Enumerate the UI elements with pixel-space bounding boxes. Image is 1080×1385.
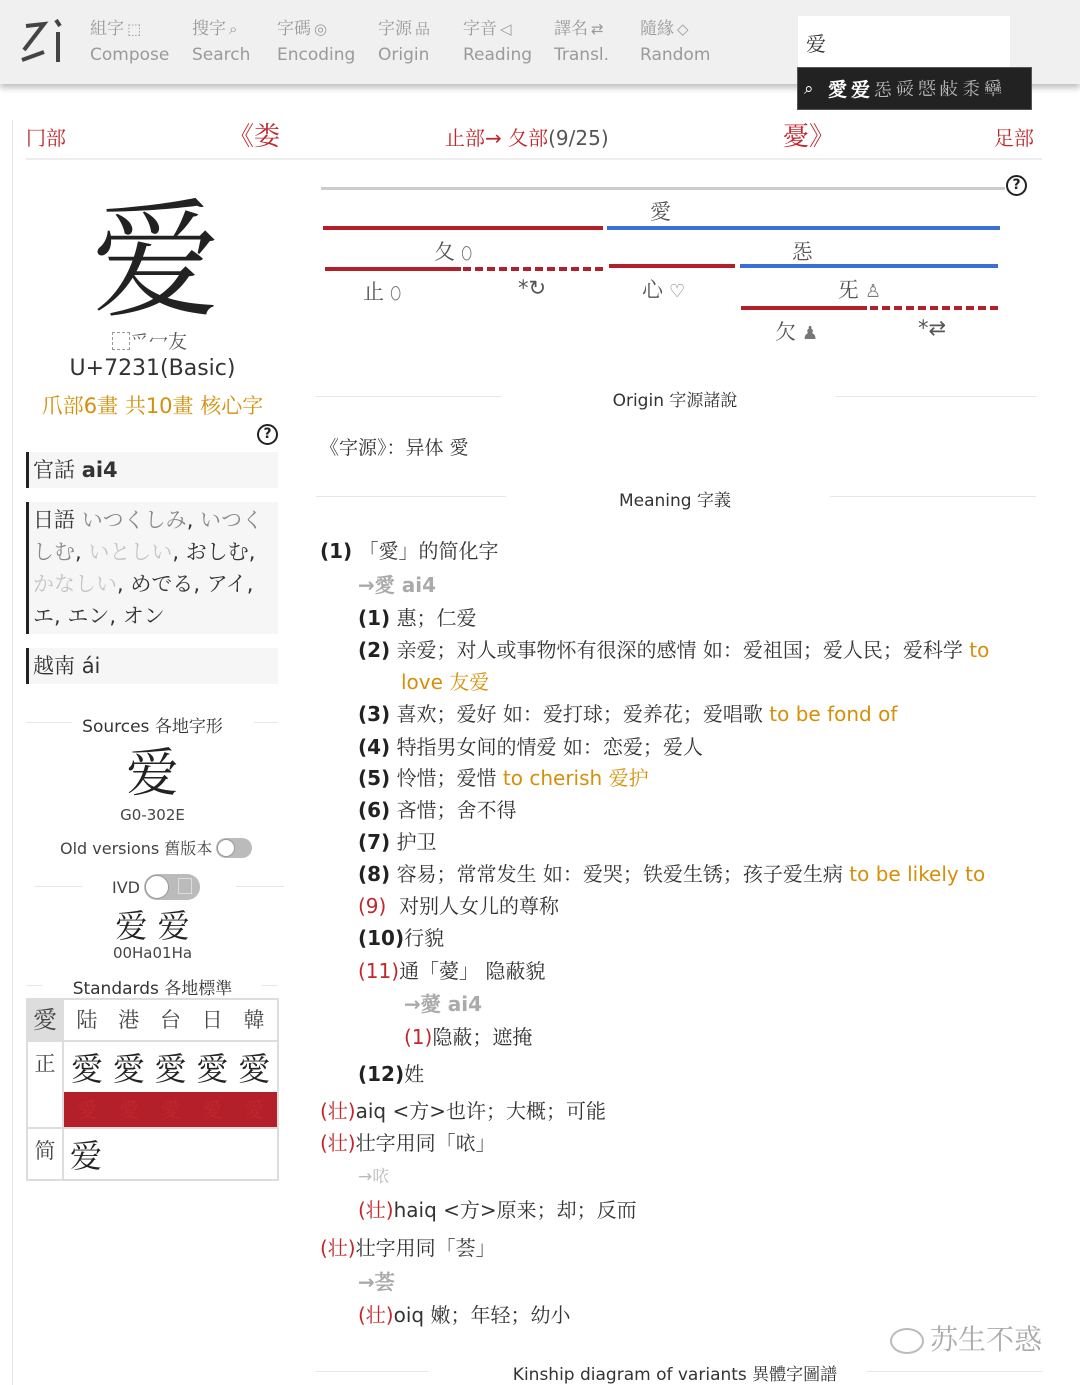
diagram-node[interactable]: 止 ⬯ — [363, 280, 402, 304]
meaning-xref[interactable]: →薆 ai4 — [404, 992, 482, 1016]
old-versions-toggle[interactable] — [216, 838, 252, 858]
search-icon: ⌕ — [229, 20, 238, 38]
search-input[interactable] — [798, 16, 1010, 68]
zhuang-item: (壮)haiq <方>原来；却；反而 — [358, 1198, 637, 1222]
zhuang-item: (壮)壮字用同「𠲖」 — [320, 1131, 496, 1155]
foot-icon: ⬯ — [390, 283, 402, 304]
diagram-node[interactable]: 欠 ♟ — [775, 320, 819, 344]
meaning-item: (9) 对别人女儿的尊称 — [358, 894, 560, 918]
diagram-bar — [609, 264, 735, 268]
zheng-label: 正 — [27, 1041, 63, 1128]
nav-compose[interactable]: 組字 ⬚ Compose — [90, 19, 170, 65]
standard-code-link[interactable]: 愛 — [202, 1098, 223, 1122]
meaning-item: (12)姓 — [358, 1062, 425, 1086]
region-header: 韓 — [243, 1008, 265, 1032]
reading-mandarin: 官話 ai4 — [26, 452, 278, 488]
meaning-item: (10)行貌 — [358, 926, 445, 950]
speaker-icon: ◁ — [500, 20, 512, 38]
swap-icon: ⇄ — [591, 20, 604, 38]
diagram-bar — [463, 267, 603, 271]
radical-nav — [0, 112, 1080, 160]
search-suggestions — [797, 67, 1032, 110]
old-versions-row: Old versions 舊版本 — [60, 836, 252, 859]
divider — [236, 886, 284, 887]
diagram-root[interactable]: 愛 — [650, 200, 671, 224]
nav-random[interactable]: 隨緣 ◇ Random — [640, 19, 711, 65]
meaning-item: (7) 护卫 — [358, 830, 437, 854]
diagram-node[interactable]: *↻ — [518, 276, 547, 300]
diagram-bar — [741, 306, 867, 310]
zhuang-item: (壮)壮字用同「荟」 — [320, 1236, 496, 1260]
ivd-codes: 00Ha01Ha — [112, 944, 193, 962]
hierarchy-icon: 品 — [415, 20, 431, 38]
person-icon: ♙ — [865, 281, 882, 302]
standard-glyph[interactable]: 愛 — [154, 1050, 187, 1088]
diagram-bar — [740, 264, 998, 268]
standard-code-link[interactable]: 愛 — [244, 1098, 265, 1122]
next-char-link[interactable]: 憂》 — [783, 122, 836, 152]
meaning-item: (4) 特指男女间的情爱 如：恋爱；爱人 — [358, 735, 703, 759]
meaning-item: (6) 吝惜；舍不得 — [358, 798, 517, 822]
codepoint: U+7231(Basic) — [69, 356, 236, 381]
diagram-node[interactable]: 旡 ♙ — [838, 278, 882, 302]
wechat-icon — [890, 1328, 924, 1354]
suggestion-item[interactable]: 𢟪 — [918, 78, 937, 100]
divider — [316, 396, 502, 397]
ivd-row: IVD — [112, 874, 200, 900]
divider — [316, 1371, 428, 1372]
ivd-toggle[interactable] — [144, 874, 200, 900]
diagram-node[interactable]: 心 ♡ — [642, 278, 686, 302]
meaning-item: (1) 惠；仁爱 — [358, 606, 477, 630]
jian-label: 简 — [27, 1128, 63, 1180]
diagram-node[interactable]: *⇄ — [918, 316, 947, 340]
meaning-gloss: love 友爱 — [401, 670, 490, 694]
suggestion-item[interactable]: 𤕍 — [984, 78, 1003, 100]
standard-glyph[interactable]: 愛 — [238, 1050, 271, 1088]
divider — [316, 496, 506, 497]
kinship-title: Kinship diagram of variants 異體字圖譜 — [512, 1365, 838, 1385]
search-icon[interactable]: ⌕ — [804, 78, 814, 99]
standard-glyph[interactable]: 爱 — [70, 1137, 103, 1175]
origin-title: Origin 字源諸說 — [612, 391, 738, 411]
nav-reading[interactable]: 字音 ◁ Reading — [463, 19, 533, 65]
suggestion-item[interactable]: 㤅 — [874, 79, 893, 101]
meaning-item: (8) 容易；常常发生 如：爱哭；铁爱生锈；孩子爱生病 to be likely to — [358, 862, 986, 886]
diagram-node[interactable]: 夂 ⬯ — [434, 240, 473, 264]
standard-code-link[interactable]: 愛 — [160, 1098, 181, 1122]
meaning-item: (5) 怜惜；爱惜 to cherish 爱护 — [358, 766, 649, 790]
diagram-top-rule — [321, 187, 1005, 190]
zi-logo[interactable] — [20, 16, 66, 66]
region-header: 陆 — [76, 1008, 98, 1032]
suggestion-item[interactable]: 𤔠 — [896, 78, 915, 100]
globe-icon: ◎ — [314, 20, 328, 38]
prev-char-link[interactable]: 《娄 — [228, 122, 281, 152]
reading-japanese: 日語 いつくしみ, いつくしむ, いとしい, おしむ, かなしい, めでる, アイ, エ, エン, オン — [26, 502, 278, 634]
source-code: G0-302E — [120, 806, 185, 824]
compose-icon: ⬚ — [127, 20, 142, 38]
diagram-bar — [323, 226, 603, 230]
origin-text: 《字源》：异体 愛 — [320, 437, 469, 459]
meaning-xref[interactable]: →荟 — [358, 1270, 395, 1294]
ivd-glyphs[interactable]: 爱 爱 — [115, 907, 190, 945]
region-header: 日 — [201, 1008, 223, 1032]
standard-glyph[interactable]: 愛 — [70, 1050, 103, 1088]
suggestion-item[interactable]: 𥝸 — [962, 78, 981, 100]
sources-title: Sources 各地字形 — [82, 717, 223, 737]
divider — [34, 886, 82, 887]
meaning-xref[interactable]: →𠲖 — [358, 1167, 390, 1187]
suggestion-item[interactable]: 愛 — [828, 79, 848, 101]
meaning-item: (1) 「愛」的简化字 — [320, 539, 499, 563]
meaning-item: (3) 喜欢；爱好 如：爱打球；爱养花；爱唱歌 to be fond of — [358, 702, 898, 726]
meaning-item: (2) 亲爱；对人或事物怀有很深的感情 如：爱祖国；爱人民；爱科学 to — [358, 638, 990, 662]
diagram-bar — [870, 306, 998, 310]
meaning-xref[interactable]: →愛 ai4 — [358, 573, 436, 597]
standards-title: Standards 各地標準 — [72, 979, 233, 999]
watermark: 苏生不惑 — [890, 1318, 1042, 1358]
divider — [866, 1371, 1042, 1372]
heart-icon: ♡ — [669, 281, 686, 302]
meaning-item: (1)隐蔽；遮掩 — [404, 1025, 533, 1049]
dice-icon: ◇ — [677, 20, 689, 38]
divider — [262, 985, 278, 986]
divider — [836, 396, 1036, 397]
standard-glyph[interactable]: 愛 — [112, 1050, 145, 1088]
diagram-bar — [325, 267, 461, 271]
zhuang-item: (壮)oiq 嫩；年轻；幼小 — [358, 1303, 571, 1327]
meaning-item: (11)通「薆」 隐蔽貌 — [358, 959, 546, 983]
suggestion-item[interactable]: 爱 — [851, 79, 871, 101]
divider — [26, 158, 1042, 160]
nav-search[interactable]: 搜字 ⌕ Search — [192, 19, 251, 65]
diagram-node[interactable]: 㤅 — [792, 240, 813, 264]
main-character: 爱 — [91, 187, 220, 336]
standards-table — [26, 998, 279, 1181]
next-radical-link[interactable]: 足部 — [994, 126, 1034, 150]
standards-corner: 愛 — [27, 999, 63, 1041]
stroke-info: 爪部6畫 共10畫 核心字 — [41, 394, 264, 418]
foot-icon: ⬯ — [461, 243, 473, 264]
meaning-title: Meaning 字義 — [618, 491, 731, 511]
standard-glyph[interactable]: 愛 — [196, 1050, 229, 1088]
image-icon — [178, 878, 192, 894]
nav-translate[interactable]: 譯名 ⇄ Transl. — [554, 19, 610, 65]
radical-path[interactable]: 止部→ 夂部(9/25) — [445, 126, 609, 150]
zhuang-item: (壮)aiq <方>也许；大概；可能 — [320, 1099, 606, 1123]
standard-code-link[interactable]: 愛 — [76, 1098, 97, 1122]
person-icon: ♟ — [802, 323, 819, 344]
ids-box-icon — [112, 332, 130, 350]
nav-origin[interactable]: 字源 品 Origin — [378, 19, 431, 65]
help-icon[interactable]: ? — [257, 424, 278, 445]
region-header: 台 — [159, 1008, 181, 1032]
reading-vietnamese: 越南 ái — [26, 648, 278, 684]
divider — [830, 496, 1036, 497]
region-header: 港 — [118, 1008, 140, 1032]
divider — [254, 722, 278, 723]
help-icon[interactable]: ? — [1006, 175, 1027, 196]
suggestion-item[interactable]: 𢾃 — [940, 78, 959, 100]
diagram-bar — [607, 226, 1000, 230]
source-glyph[interactable]: 爱 — [126, 744, 179, 804]
nav-encoding[interactable]: 字碼 ◎ Encoding — [277, 19, 356, 65]
prev-radical-link[interactable]: 冂部 — [26, 126, 66, 150]
ids-decomposition[interactable]: 爫冖友 — [112, 327, 187, 354]
standard-code-link[interactable]: 愛 — [118, 1098, 139, 1122]
